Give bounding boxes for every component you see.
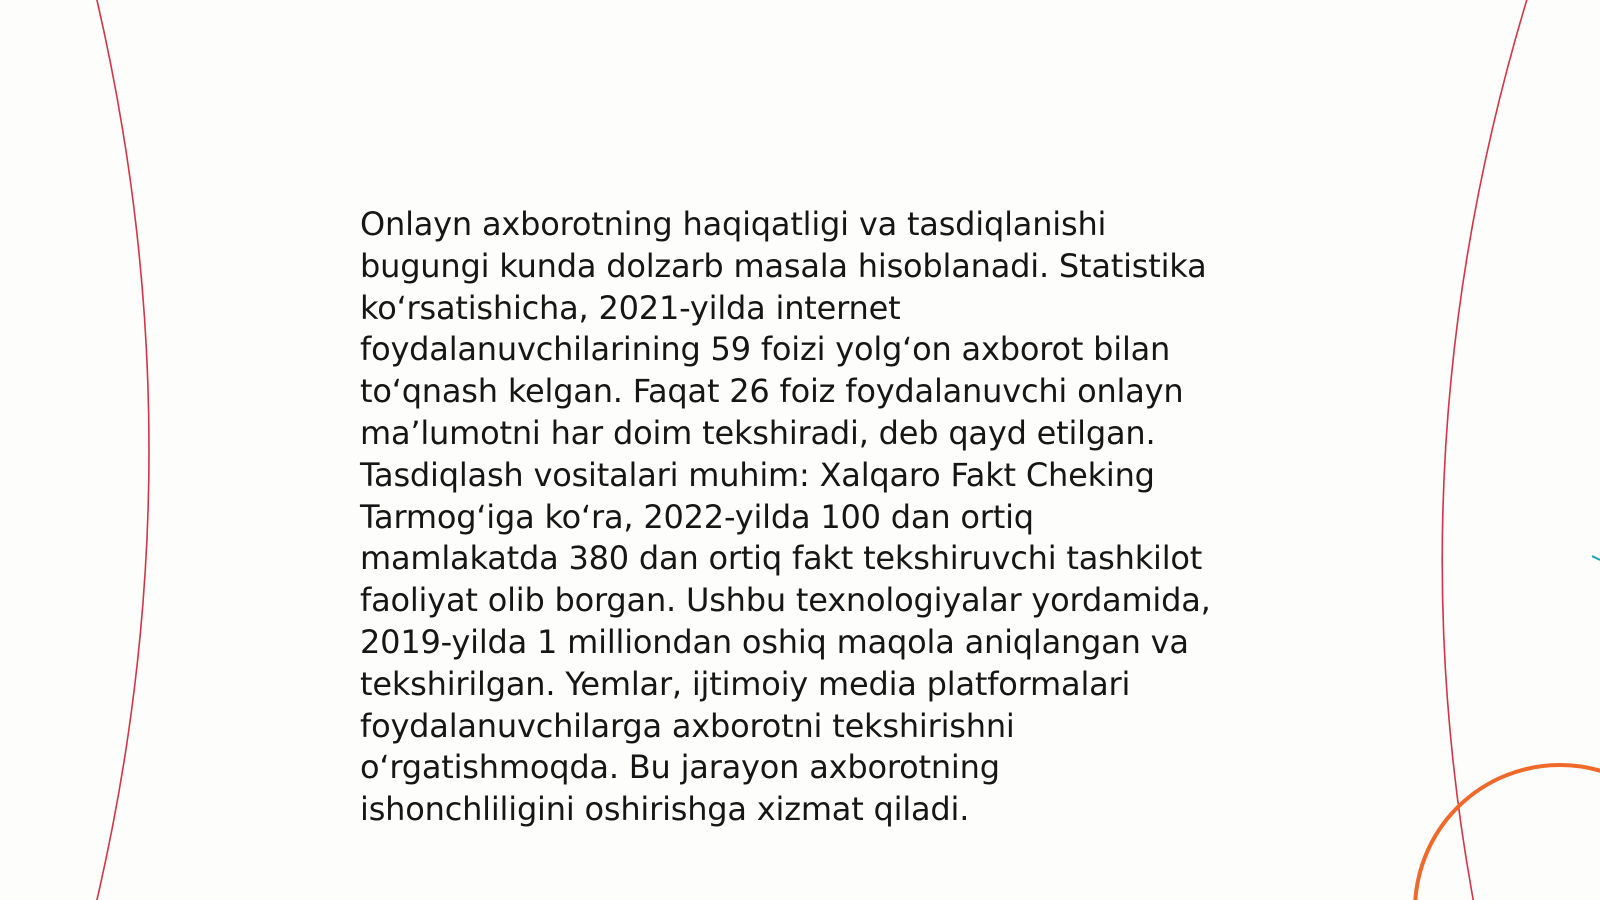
paragraph-line: 2019-yilda 1 milliondan oshiq maqola aniqlangan va [360,622,1189,661]
paragraph-line: Tasdiqlash vositalari muhim: Xalqaro Fakt Cheking [360,455,1155,494]
paragraph-line: Onlayn axborotning haqiqatligi va tasdiqlanishi [360,205,1107,243]
paragraph-line: Tarmog‘iga ko‘ra, 2022-yilda 100 dan ortiq [360,497,1034,536]
paragraph-line: o‘rgatishmoqda. Bu jarayon axborotning [360,748,1000,787]
paragraph-line: faoliyat olib borgan. Ushbu texnologiyalar yordamida, [360,581,1211,620]
paragraph-line: tekshirilgan. Yemlar, ijtimoiy media platformalari [360,664,1131,703]
paragraph-line: ishonchliligini oshirishga xizmat qiladi. [360,790,970,829]
paragraph-line: ko‘rsatishicha, 2021-yilda internet [360,288,901,327]
paragraph-line: foydalanuvchilarga axborotni tekshirishni [360,706,1015,745]
right-curve [1442,0,1528,900]
teal-accent [1592,556,1600,560]
orange-arc [1415,765,1600,900]
paragraph-line: bugungi kunda dolzarb masala hisoblanadi. Statistika [360,246,1207,285]
body-paragraph [360,204,1250,831]
paragraph-line: foydalanuvchilarining 59 foizi yolg‘on axborot bilan [360,330,1171,369]
paragraph-line: to‘qnash kelgan. Faqat 26 foiz foydalanuvchi onlayn [360,372,1184,411]
paragraph-line: mamlakatda 380 dan ortiq fakt tekshiruvchi tashkilot [360,539,1203,578]
paragraph-line: ma’lumotni har doim tekshiradi, deb qayd etilgan. [360,413,1156,452]
left-curve [96,0,149,900]
